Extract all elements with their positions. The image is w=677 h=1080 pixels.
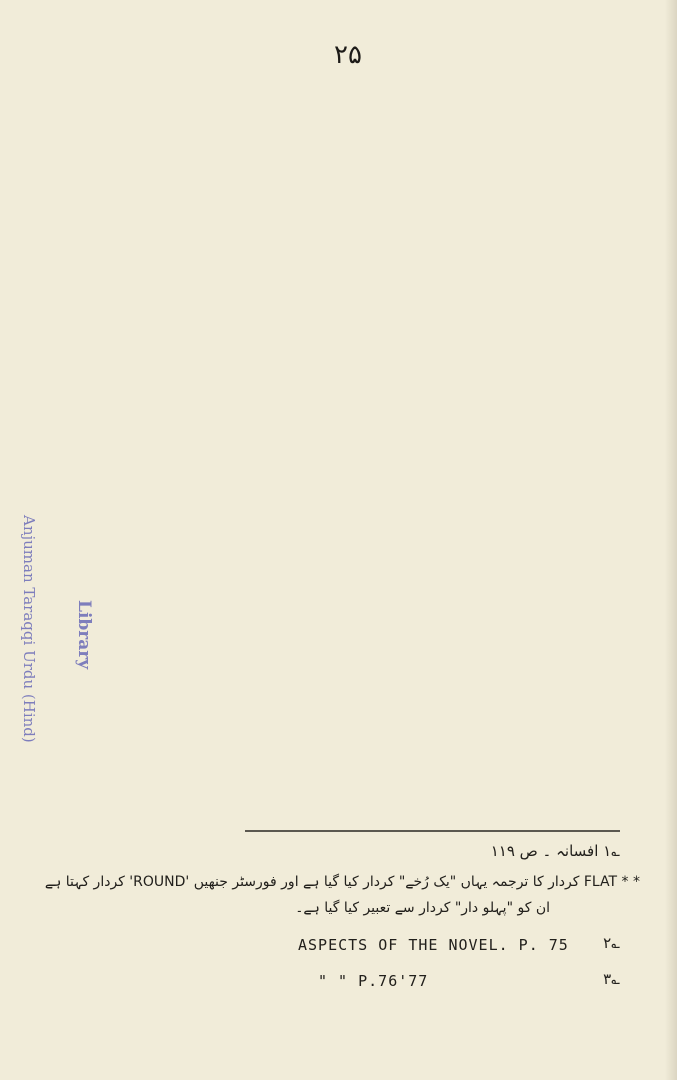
scan-edge-shadow xyxy=(665,0,677,1080)
footnote-star-line-2: ان کو "پہلو دار" کردار سے تعبیر کیا گیا ہے۔ xyxy=(295,900,550,916)
footnote-1: ؎۱ افسانہ ۔ ص ۱۱۹ xyxy=(490,842,620,860)
stamp-line-1: Anjuman Taraqqi Urdu (Hind) xyxy=(20,515,38,743)
footnote-3-marker: ؎۳ xyxy=(603,970,620,988)
stamp-line-2: Library xyxy=(74,600,94,670)
footnote-3-text: " " P.76'77 xyxy=(318,972,429,990)
page-number: ۲۵ xyxy=(334,40,362,70)
footnote-2-marker: ؎۲ xyxy=(603,934,620,952)
footnote-2-text: ASPECTS OF THE NOVEL. P. 75 xyxy=(298,936,569,954)
library-stamp xyxy=(20,500,148,780)
footnote-star-line-1: * * FLAT کردار کا ترجمہ یہاں "یک رُخے" کردار کیا گیا ہے اور فورسٹر جنھیں 'ROUND' کردار کہتا ہے xyxy=(44,874,640,890)
footnote-divider xyxy=(245,830,620,832)
